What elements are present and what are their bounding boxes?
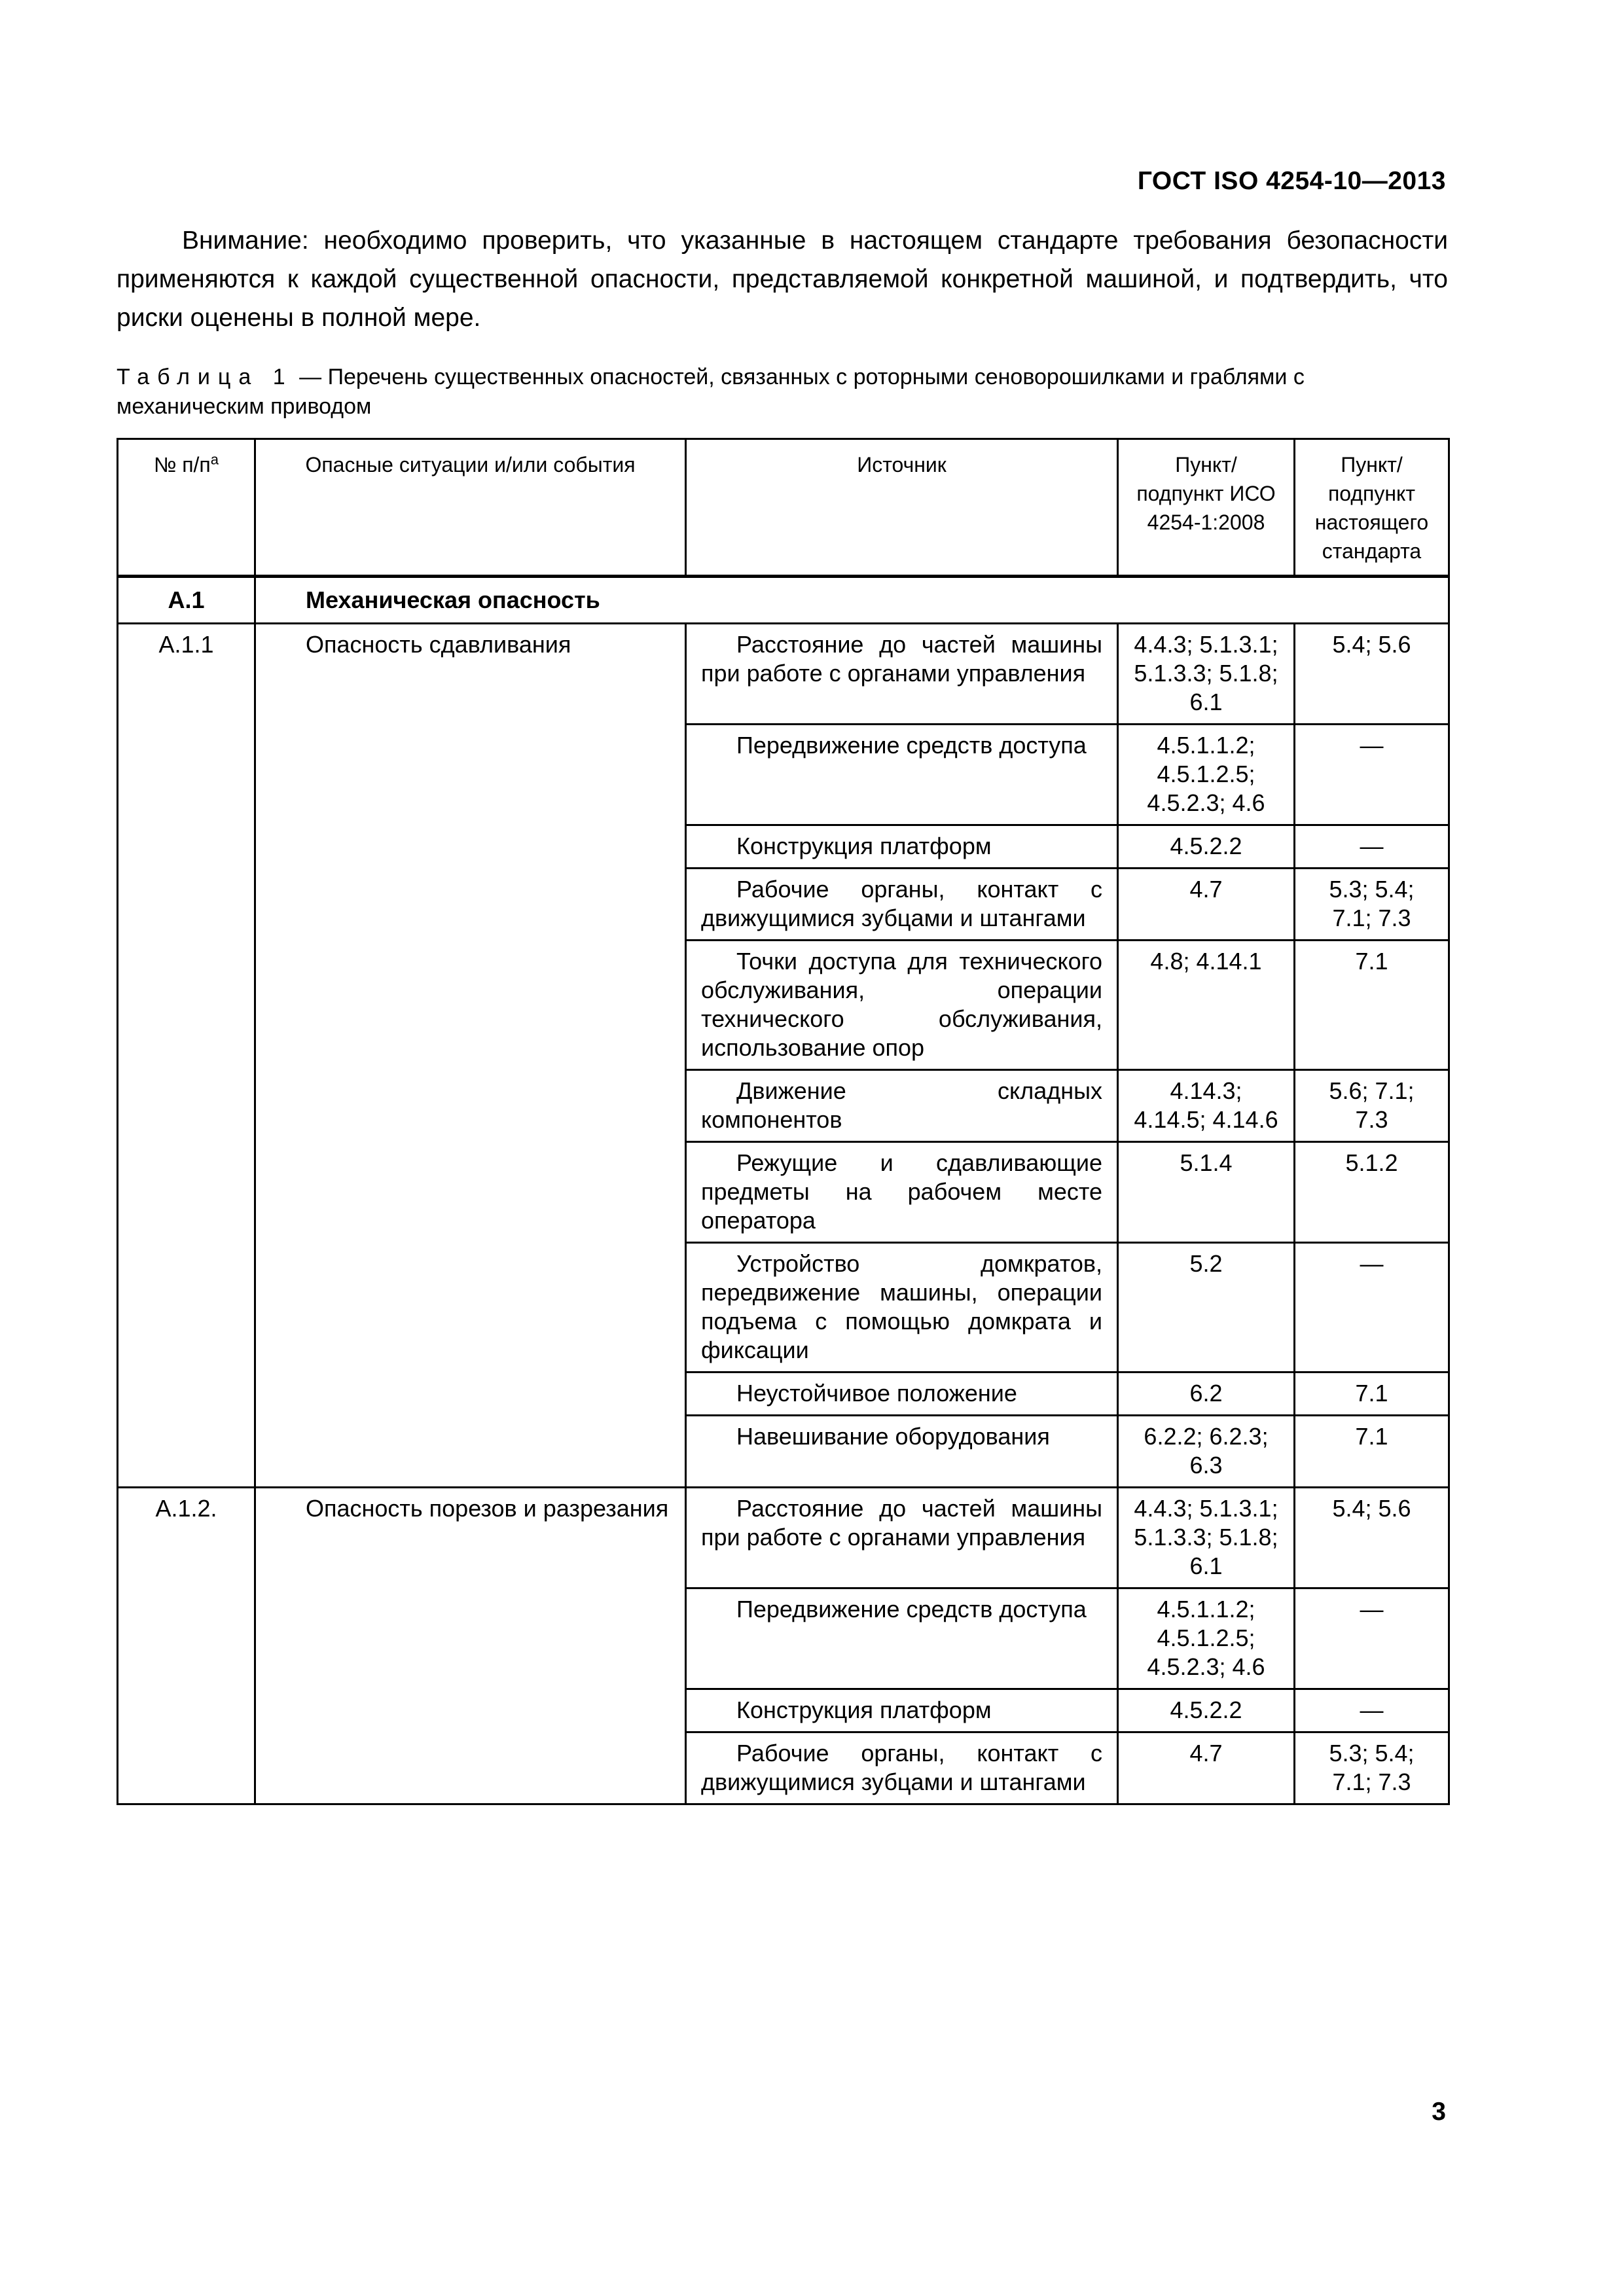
header-iso-clause: Пункт/ подпункт ИСО 4254-1:2008 [1118, 439, 1295, 577]
source-cell: Рабочие органы, контакт с движущимися зубцами и штангами [686, 869, 1118, 941]
page-number: 3 [1432, 2098, 1446, 2126]
subgroup-hazard: Опасность сдавливания [255, 624, 686, 1488]
iso-clause-cell: 4.5.1.1.2; 4.5.1.2.5; 4.5.2.3; 4.6 [1118, 1588, 1295, 1689]
table-caption-text: — Перечень существенных опасностей, связанных с роторными сеноворошилками и граблями с механическим приводом [117, 365, 1305, 419]
standard-clause-cell: 5.3; 5.4; 7.1; 7.3 [1295, 869, 1449, 941]
source-cell: Неустойчивое положение [686, 1372, 1118, 1416]
source-cell: Движение складных компонентов [686, 1070, 1118, 1142]
document-code: ГОСТ ISO 4254-10—2013 [1137, 167, 1446, 195]
header-source: Источник [686, 439, 1118, 577]
source-cell: Устройство домкратов, передвижение машины, операции подъема с помощью домкрата и фиксации [686, 1243, 1118, 1372]
standard-clause-cell: 7.1 [1295, 1416, 1449, 1488]
standard-clause-cell: 5.4; 5.6 [1295, 1488, 1449, 1588]
iso-clause-cell: 4.5.2.2 [1118, 825, 1295, 869]
table-row [118, 1488, 1449, 1588]
header-number-label: № п/п [153, 453, 211, 476]
table-header-row [118, 439, 1449, 577]
standard-clause-cell: 7.1 [1295, 941, 1449, 1070]
standard-clause-cell: 7.1 [1295, 1372, 1449, 1416]
standard-clause-cell: — [1295, 725, 1449, 825]
table-row [118, 624, 1449, 725]
iso-clause-cell: 4.4.3; 5.1.3.1; 5.1.3.3; 5.1.8; 6.1 [1118, 1488, 1295, 1588]
intro-paragraph: Внимание: необходимо проверить, что указанные в настоящем стандарте требования безопасности применяются к каждой существенной опасности, представляемой конкретной машиной, и подтвердить, что риски оценены в полной мере. [117, 226, 1448, 332]
source-cell: Конструкция платформ [686, 1689, 1118, 1732]
source-cell: Рабочие органы, контакт с движущимися зубцами и штангами [686, 1732, 1118, 1804]
iso-clause-cell: 4.14.3; 4.14.5; 4.14.6 [1118, 1070, 1295, 1142]
source-cell: Расстояние до частей машины при работе с органами управления [686, 1488, 1118, 1588]
iso-clause-cell: 5.1.4 [1118, 1142, 1295, 1243]
hazard-table [117, 438, 1450, 1805]
standard-clause-cell: — [1295, 1243, 1449, 1372]
iso-clause-cell: 6.2.2; 6.2.3; 6.3 [1118, 1416, 1295, 1488]
subgroup-number: А.1.1 [118, 624, 255, 1488]
group-title: Механическая опасность [255, 577, 1449, 624]
iso-clause-cell: 4.7 [1118, 869, 1295, 941]
standard-clause-cell: 5.6; 7.1; 7.3 [1295, 1070, 1449, 1142]
source-cell: Режущие и сдавливающие предметы на рабочем месте оператора [686, 1142, 1118, 1243]
subgroup-hazard: Опасность порезов и разрезания [255, 1488, 686, 1804]
iso-clause-cell: 4.4.3; 5.1.3.1; 5.1.3.3; 5.1.8; 6.1 [1118, 624, 1295, 725]
standard-clause-cell: 5.3; 5.4; 7.1; 7.3 [1295, 1732, 1449, 1804]
iso-clause-cell: 4.7 [1118, 1732, 1295, 1804]
group-number: А.1 [118, 577, 255, 624]
standard-clause-cell: — [1295, 1689, 1449, 1732]
iso-clause-cell: 4.5.1.1.2; 4.5.1.2.5; 4.5.2.3; 4.6 [1118, 725, 1295, 825]
iso-clause-cell: 6.2 [1118, 1372, 1295, 1416]
iso-clause-cell: 4.5.2.2 [1118, 1689, 1295, 1732]
header-number [118, 439, 255, 577]
source-cell: Навешивание оборудования [686, 1416, 1118, 1488]
source-cell: Конструкция платформ [686, 825, 1118, 869]
standard-clause-cell: — [1295, 1588, 1449, 1689]
header-number-footnote: а [210, 451, 219, 468]
source-cell: Передвижение средств доступа [686, 725, 1118, 825]
standard-clause-cell: — [1295, 825, 1449, 869]
header-hazard-situations: Опасные ситуации и/или события [255, 439, 686, 577]
source-cell: Точки доступа для технического обслуживания, операции технического обслуживания, использование опор [686, 941, 1118, 1070]
source-cell: Расстояние до частей машины при работе с органами управления [686, 624, 1118, 725]
iso-clause-cell: 4.8; 4.14.1 [1118, 941, 1295, 1070]
iso-clause-cell: 5.2 [1118, 1243, 1295, 1372]
source-cell: Передвижение средств доступа [686, 1588, 1118, 1689]
standard-clause-cell: 5.4; 5.6 [1295, 624, 1449, 725]
table-caption-label: Таблица 1 [117, 365, 293, 389]
subgroup-number: А.1.2. [118, 1488, 255, 1804]
header-standard-clause: Пункт/ подпункт настоящего стандарта [1295, 439, 1449, 577]
table-caption [117, 363, 1448, 422]
group-row [118, 577, 1449, 624]
standard-clause-cell: 5.1.2 [1295, 1142, 1449, 1243]
